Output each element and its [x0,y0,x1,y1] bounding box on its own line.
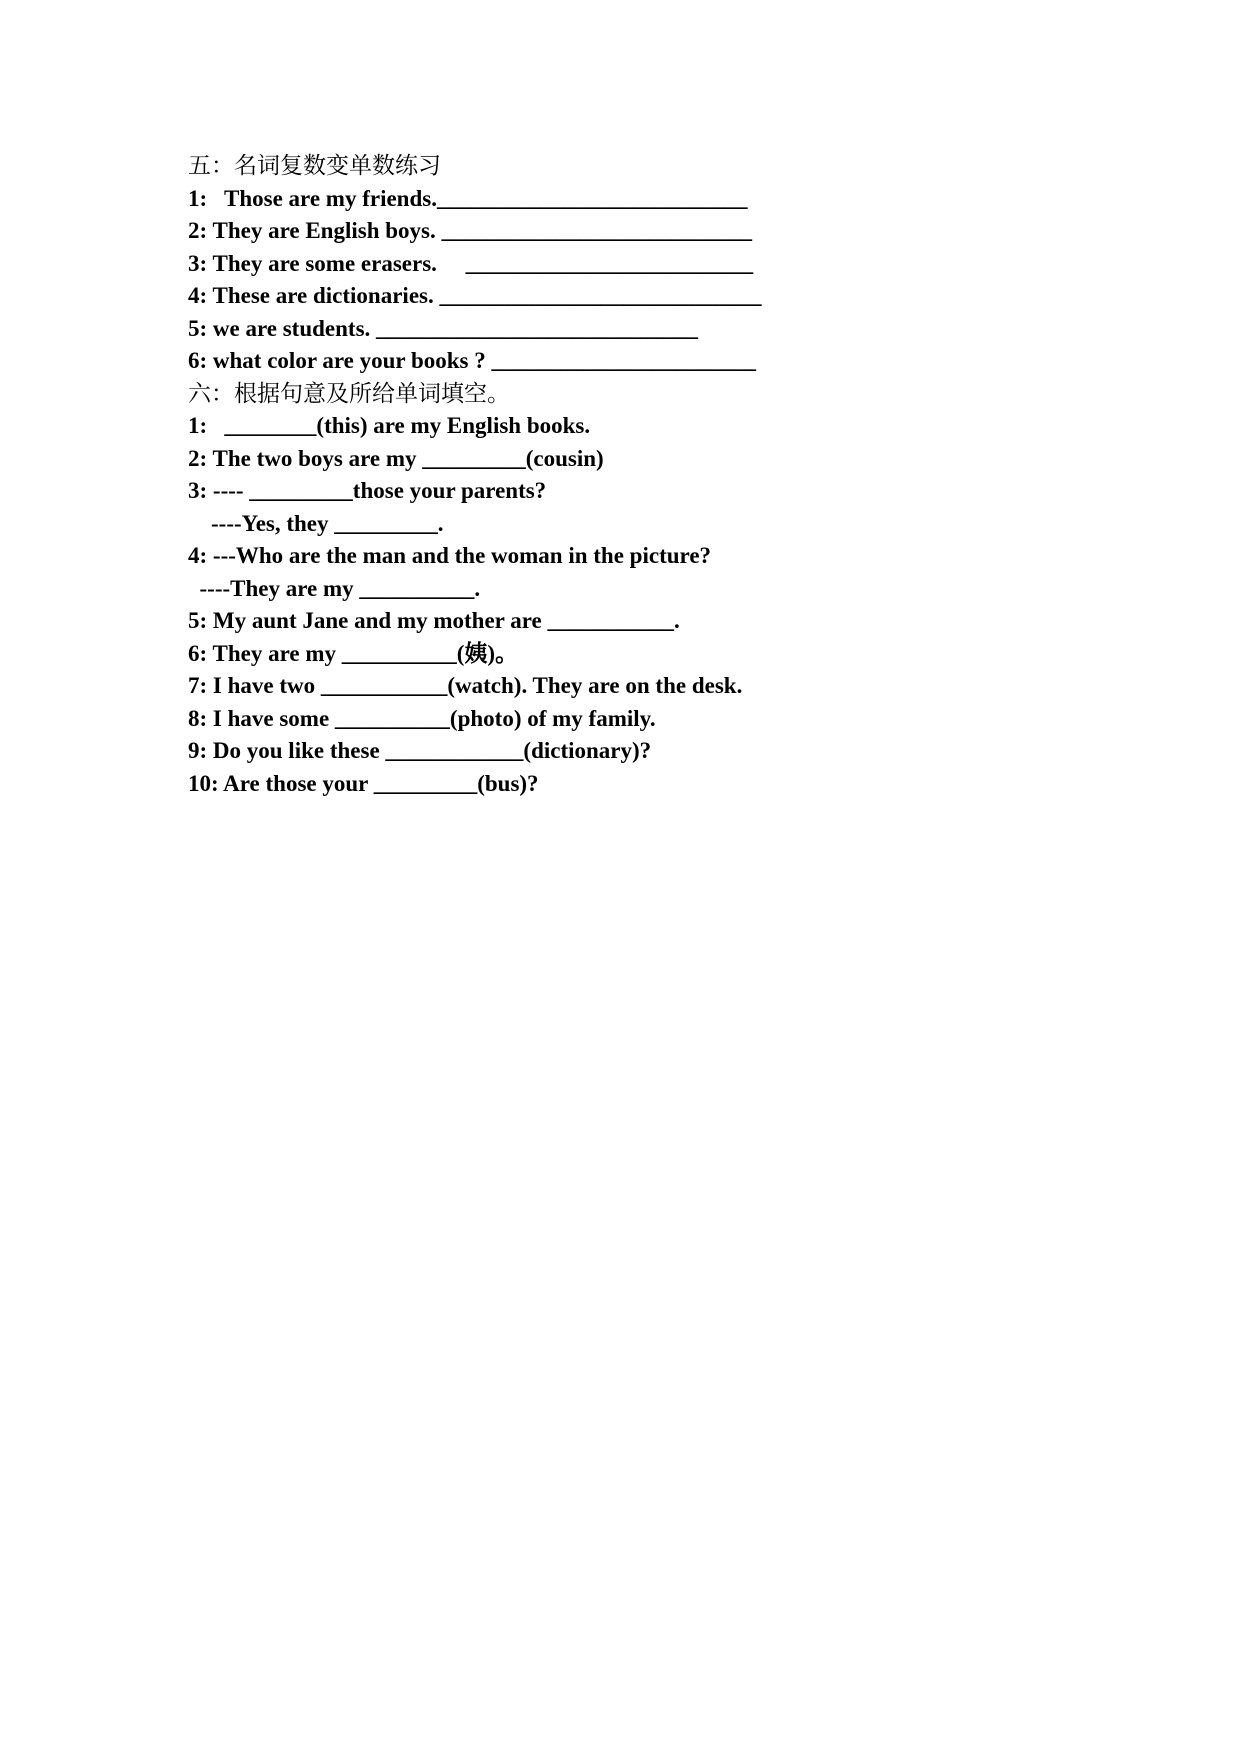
exercise-6-item-2: 2: The two boys are my _________(cousin) [188,445,604,471]
exercise-6-item-3-answer: ----Yes, they _________. [188,510,444,536]
exercise-6-item-4-answer: ----They are my __________. [188,575,481,601]
exercise-6-item-5: 5: My aunt Jane and my mother are ___________. [188,608,680,633]
section-6-title: 六：根据句意及所给单词填空。 [188,380,510,407]
exercise-6-item-6: 6: They are my __________(姨)。 [188,640,519,666]
exercise-6-item-8: 8: I have some __________(photo) of my family. [188,705,656,731]
exercise-5-item-1: 1: Those are my friends.___________________________ [188,185,748,211]
exercise-5-item-2: 2: They are English boys. ___________________________ [188,218,752,243]
exercise-5-item-4: 4: These are dictionaries. ____________________________ [188,283,762,308]
worksheet [188,150,1088,800]
exercise-6-item-10: 10: Are those your _________(bus)? [188,770,539,796]
exercise-6-item-1: 1: ________(this) are my English books. [188,413,591,438]
section-5-title: 五：名词复数变单数练习 [188,153,441,179]
exercise-6-item-7: 7: I have two ___________(watch). They are on the desk. [188,673,743,698]
exercise-5-item-6: 6: what color are your books ? _______________________ [188,348,756,373]
exercise-6-item-4: 4: ---Who are the man and the woman in the picture? [188,543,712,568]
exercise-5-item-5: 5: we are students. ____________________________ [188,315,699,341]
exercise-6-item-9: 9: Do you like these ____________(dictionary)? [188,738,652,763]
exercise-6-item-3: 3: ---- _________those your parents? [188,478,547,503]
exercise-5-item-3: 3: They are some erasers. _________________________ [188,250,754,276]
